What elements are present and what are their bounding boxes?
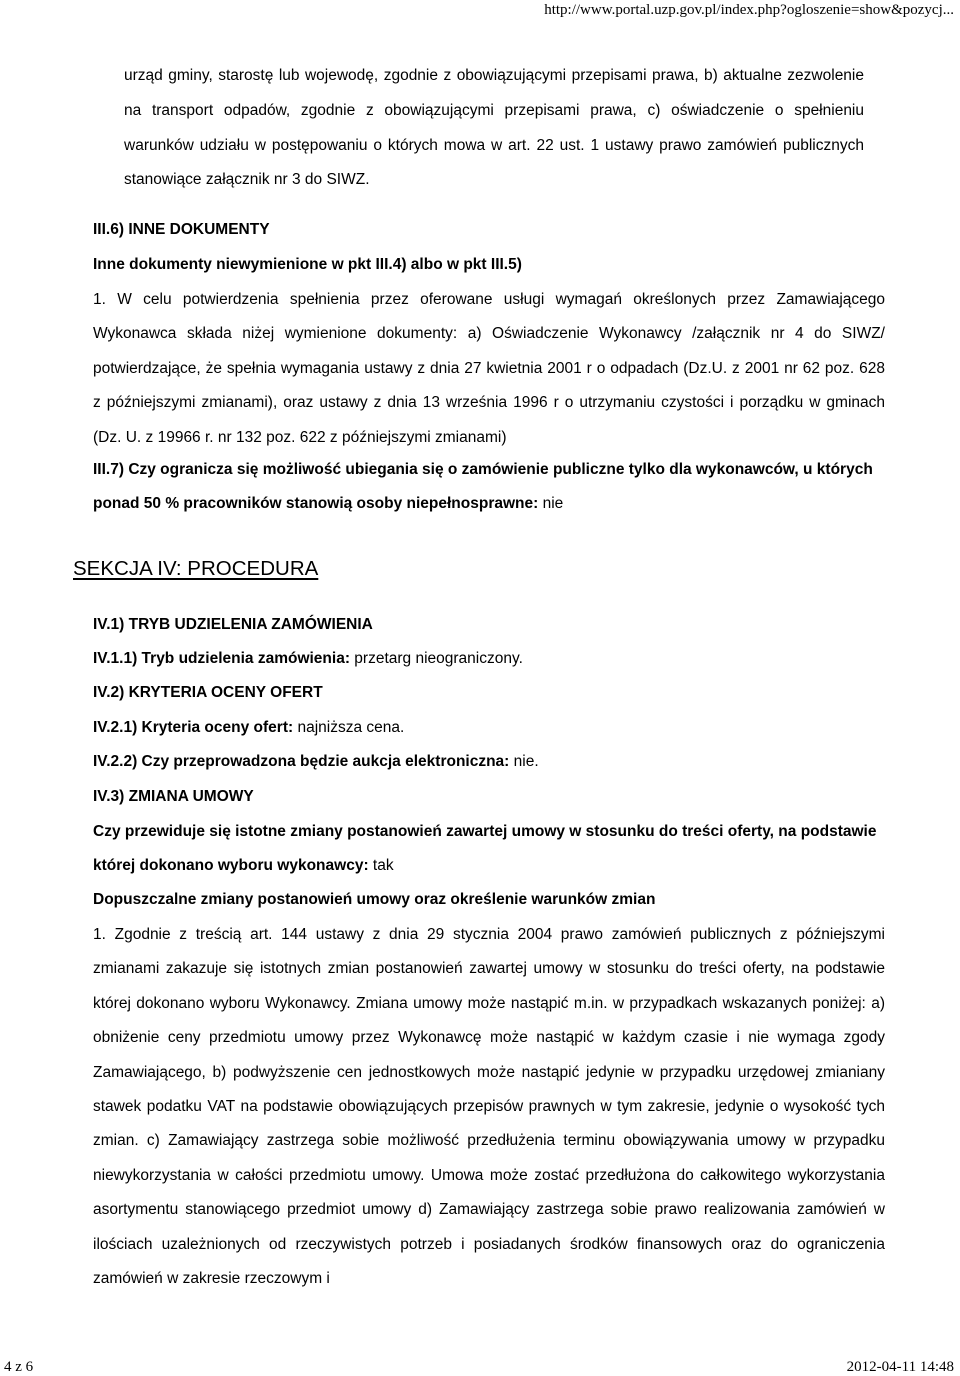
iv3-answer: tak [368, 857, 394, 875]
iv11-label: IV.1.1) Tryb udzielenia zamówienia: [93, 650, 350, 667]
iv3-changes-text: 1. Zgodnie z treścią art. 144 ustawy z dnia 29 stycznia 2004 prawo zamówień publicznych z późniejszymi zmianami zakazuje się istotnych zmian postanowień zawartej umowy w stosunku do treści oferty, na podstawie której dokonano wyboru Wykonawcy. Zmiana umowy może nastąpić m.in. w przypadkach wskazanych poniżej: a) obniżenie ceny przedmiotu umowy przez Wykonawcę może nastąpić w każdym czasie i nie wymaga zgody Zamawiającego, b) podwyższenie cen jednostkowych może nastąpić jedynie w przypadku urzędowej zmianiany stawek podatku VAT na podstawie obowiązujących przepisów prawnych w tym zakresie, jedynie o wysokość tych zmian. c) Zamawiający zastrzega sobie możliwość przedłużenia terminu obowiązywania umowy w przypadku niewykorzystania w całości przedmiotu umowy. Umowa może zostać przedłużona do całkowitego wykorzystania asortymentu stanowiącego przedmiot umowy d) Zamawiający zastrzega sobie prawo realizowania zamówień w ilościach uzależnionych od rzeczywistych potrzeb i posiadanych środków finansowych oraz do ograniczenia zamówień w zakresie rzeczowym i [93, 926, 885, 1288]
iv3-question-paragraph [93, 815, 885, 884]
section-III-6-heading: III.6) INNE DOKUMENTY [93, 221, 270, 238]
iv11-line [93, 648, 523, 670]
iv21-label: IV.2.1) Kryteria oceny ofert: [93, 719, 294, 736]
iv22-line [93, 751, 539, 773]
iv22-value: nie. [509, 753, 539, 770]
iv3-question: Czy przewiduje się istotne zmiany postanowień zawartej umowy w stosunku do treści oferty, na podstawie której dokonano wyboru wykonawcy: [93, 823, 877, 875]
iv21-value: najniższa cena. [293, 719, 405, 736]
section-III-7-answer: nie [538, 495, 564, 513]
print-footer-page: 4 z 6 [4, 1359, 34, 1375]
print-footer-timestamp: 2012-04-11 14:48 [846, 1359, 954, 1375]
iv2-heading: IV.2) KRYTERIA OCENY OFERT [93, 684, 323, 701]
print-header-url: http://www.portal.uzp.gov.pl/index.php?ogloszenie=show&pozycj... [544, 2, 954, 18]
section-III-7-question: III.7) Czy ogranicza się możliwość ubiegania się o zamówienie publiczne tylko dla wykonawców, u których ponad 50 % pracowników stanowią osoby niepełnosprawne: [93, 461, 873, 513]
iv11-value: przetarg nieograniczony. [349, 650, 523, 667]
iv1-heading: IV.1) TRYB UDZIELENIA ZAMÓWIENIA [93, 616, 373, 633]
iv22-label: IV.2.2) Czy przeprowadzona będzie aukcja elektroniczna: [93, 753, 510, 770]
iv3-changes-heading: Dopuszczalne zmiany postanowień umowy oraz określenie warunków zmian [93, 891, 656, 908]
section-III-6-subheading: Inne dokumenty niewymienione w pkt III.4) albo w pkt III.5) [93, 256, 522, 273]
continuation-paragraph: urząd gminy, starostę lub wojewodę, zgodnie z obowiązującymi przepisami prawa, b) aktualne zezwolenie na transport odpadów, zgodnie z obowiązującymi przepisami prawa, c) oświadczenie o spełnieniu warunków udziału w postępowaniu o których mowa w art. 22 ust. 1 ustawy prawo zamówień publicznych stanowiące załącznik nr 3 do SIWZ. [124, 67, 864, 189]
section-III-6-paragraph: 1. W celu potwierdzenia spełnienia przez oferowane usługi wymagań określonych przez Zamawiającego Wykonawca składa niżej wymienione dokumenty: a) Oświadczenie Wykonawcy /załącznik nr 4 do SIWZ/ potwierdzające, że spełnia wymagania ustawy z dnia 27 kwietnia 2001 r o odpadach (Dz.U. z 2001 nr 62 poz. 628 z późniejszymi zmianami), oraz ustawy z dnia 13 września 1996 r o utrzymaniu czystości i porządku w gminach (Dz. U. z 19966 r. nr 132 poz. 622 z późniejszymi zmianami) [93, 291, 885, 446]
section-III-7 [93, 453, 885, 522]
section-IV-title: SEKCJA IV: PROCEDURA [73, 557, 319, 580]
iv3-heading: IV.3) ZMIANA UMOWY [93, 788, 254, 805]
iv21-line [93, 717, 404, 739]
